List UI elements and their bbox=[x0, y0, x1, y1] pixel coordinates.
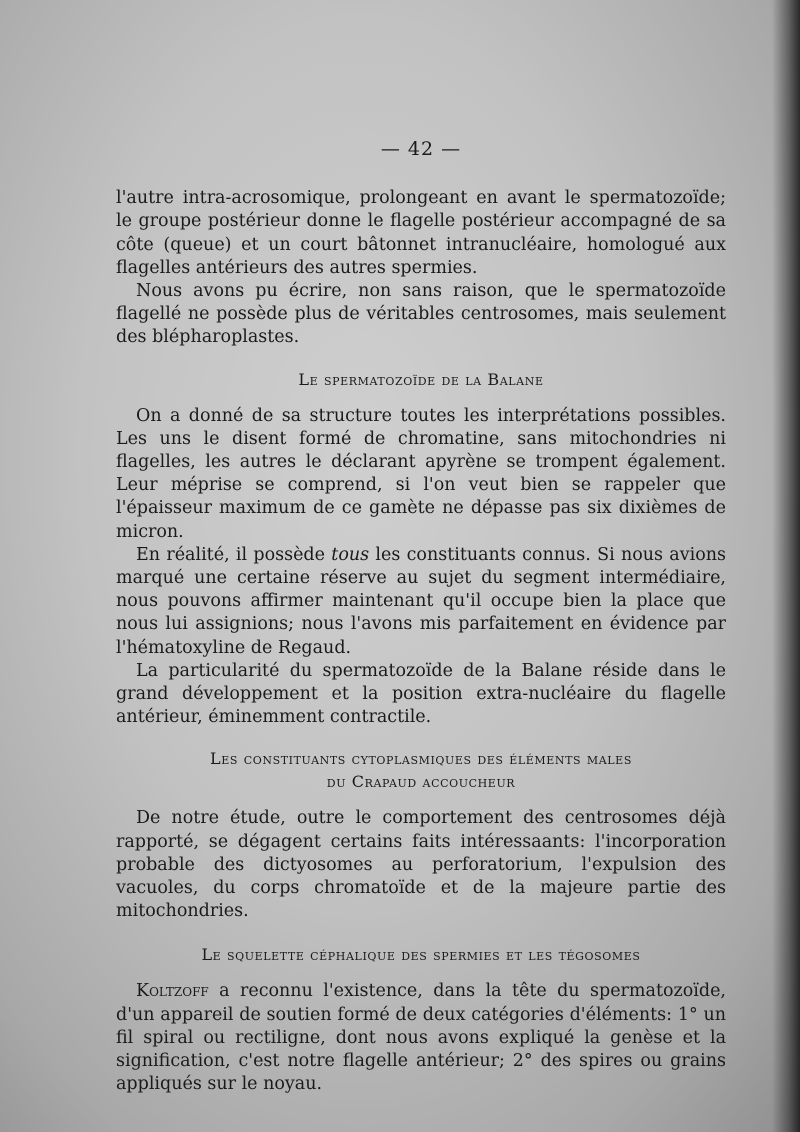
author-name: Koltzoff bbox=[136, 981, 209, 1002]
paragraph-7 bbox=[116, 980, 726, 1096]
page-edge-shadow bbox=[772, 0, 800, 1132]
paragraph-5: La particularité du spermatozoïde de la Balane réside dans le grand développement et la position extra-nucléaire du flagelle antérieur, éminemment contractile. bbox=[116, 660, 726, 728]
section-heading-balane: Le spermatozoïde de la Balane bbox=[298, 369, 544, 389]
document-page bbox=[116, 138, 726, 1097]
section-heading-constituants-line-1: Les constituants cytoplasmiques des éléments males bbox=[210, 749, 632, 769]
page-number: — 42 — bbox=[380, 138, 462, 160]
paragraph-1: l'autre intra-acrosomique, prolongeant en avant le spermatozoïde; le groupe postérieur donne le flagelle postérieur accompagné de sa côte (queue) et un court bâtonnet intranucléaire, homologué aux flagelles antérieurs des autres spermies. bbox=[116, 188, 726, 278]
paragraph-4-end: les constituants connus. Si nous avions marqué une certaine réserve au sujet du segment intermédiaire, nous pouvons affirmer maintenant qu'il occupe bien la place que nous lui assignions; nous l'avons mis parfaitement en évidence par l'hématoxyline de Regaud. bbox=[116, 544, 727, 658]
section-heading-constituants bbox=[116, 747, 726, 793]
paragraph-7-text: a reconnu l'existence, dans la tête du spermatozoïde, d'un appareil de soutien formé de deux catégories d'éléments: 1° un fil spiral ou rectiligne, dont nous avons expliqué la genèse et la signification, c'est notre flagelle antérieur; 2° des spires ou grains appliqués sur le noyau. bbox=[116, 981, 726, 1095]
section-heading-constituants-line-2: du Crapaud accoucheur bbox=[326, 772, 516, 792]
paragraph-3: On a donné de sa structure toutes les interprétations possibles. Les uns le disent formé de chromatine, sans mitochondries ni flagelles, les autres le déclarant apyrène se trompent également. Leur méprise se comprend, si l'on veut bien se rappeler que l'épaisseur maximum de ce gamète ne dépasse pas six dixièmes de micron. bbox=[116, 405, 726, 542]
paragraph-6: De notre étude, outre le comportement des centrosomes déjà rapporté, se dégagent certains faits intéressaants: l'incorporation probable des dictyosomes au perforatorium, l'expulsion des vacuoles, du corps chromatoïde et de la majeure partie des mitochondries. bbox=[116, 808, 726, 922]
paragraph-4-start: En réalité, il possède bbox=[136, 544, 332, 565]
section-heading-squelette: Le squelette céphalique des spermies et les tégosomes bbox=[201, 945, 641, 965]
paragraph-4-emphasis: tous bbox=[331, 544, 370, 565]
paragraph-2: Nous avons pu écrire, non sans raison, que le spermatozoïde flagellé ne possède plus de véritables centrosomes, mais seulement des blépharoplastes. bbox=[116, 281, 726, 348]
paragraph-4 bbox=[116, 544, 726, 660]
